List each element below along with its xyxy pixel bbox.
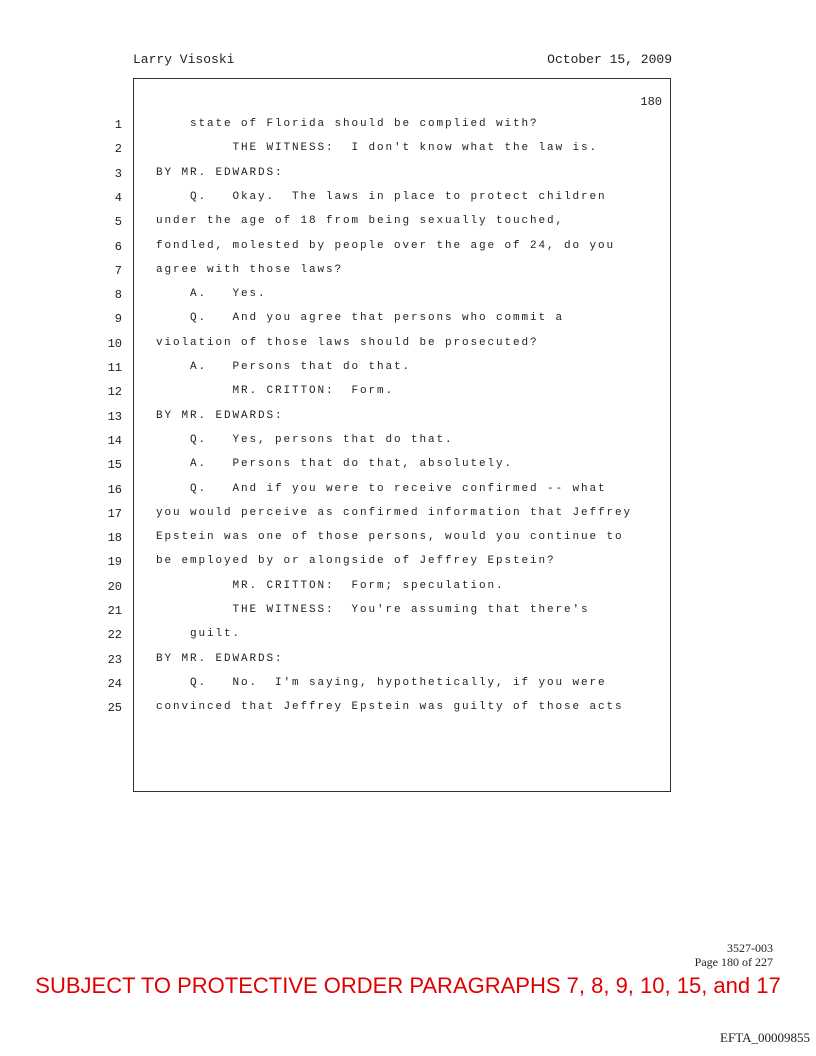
line-text: under the age of 18 from being sexually touched, (156, 215, 565, 228)
page-count: Page 180 of 227 (694, 955, 773, 969)
line-number: 21 (107, 604, 122, 618)
line-number: 7 (114, 263, 122, 278)
line-text: Q. And you agree that persons who commit a (190, 312, 565, 325)
transcript-line (107, 503, 672, 527)
line-text: agree with those laws? (156, 263, 344, 276)
transcript-line (107, 333, 672, 357)
transcript-line (107, 527, 672, 551)
transcript-line (107, 649, 672, 673)
transcript-line (107, 624, 672, 648)
transcript-line (114, 284, 672, 308)
transcript-line (107, 357, 672, 381)
case-number: 3527-003 (727, 941, 773, 955)
line-number: 5 (114, 215, 122, 230)
transcript-line (114, 308, 672, 332)
line-number: 23 (107, 652, 122, 667)
bates-number: EFTA_00009855 (720, 1030, 810, 1045)
transcript-line (107, 430, 672, 454)
line-number: 2 (114, 142, 122, 157)
line-number: 16 (107, 482, 122, 497)
transcript-line (107, 697, 672, 721)
line-number: 8 (114, 288, 122, 303)
transcript-line (107, 479, 672, 503)
line-number: 22 (107, 628, 122, 643)
line-number: 6 (114, 239, 122, 254)
line-text: guilt. (190, 628, 242, 641)
transcript-line (107, 600, 672, 624)
line-number: 20 (107, 579, 122, 594)
transcript-line (107, 576, 672, 600)
line-text: Q. No. I'm saying, hypothetically, if you were (190, 676, 607, 689)
witness-name: Larry Visoski (133, 52, 235, 67)
protective-order-notice: SUBJECT TO PROTECTIVE ORDER PARAGRAPHS 7, 8, 9, 10, 15, and 17 (35, 973, 781, 998)
line-text: violation of those laws should be prosecuted? (156, 336, 539, 349)
transcript-line (107, 673, 672, 697)
line-number: 14 (107, 433, 122, 448)
line-text: you would perceive as confirmed information that Jeffrey (156, 506, 633, 519)
transcript-line (114, 187, 672, 211)
line-text: A. Persons that do that, absolutely. (190, 458, 514, 471)
line-text: THE WITNESS: I don't know what the law is. (232, 142, 599, 155)
line-text: fondled, molested by people over the age of 24, do you (156, 239, 616, 252)
line-text: MR. CRITTON: Form; speculation. (232, 579, 505, 592)
transcript-line (107, 551, 672, 575)
line-number: 18 (107, 531, 122, 546)
transcript-line (114, 138, 672, 162)
line-number: 1 (114, 118, 122, 132)
transcript-line (114, 260, 672, 284)
line-number: 13 (107, 409, 122, 424)
line-number: 25 (107, 701, 122, 716)
line-text: BY MR. EDWARDS: (156, 166, 284, 179)
line-text: A. Yes. (190, 288, 267, 301)
line-number: 24 (107, 676, 122, 691)
line-text: BY MR. EDWARDS: (156, 652, 284, 665)
line-text: BY MR. EDWARDS: (156, 409, 284, 422)
line-number: 9 (114, 312, 122, 327)
line-text: A. Persons that do that. (190, 361, 412, 373)
line-text: MR. CRITTON: Form. (232, 385, 395, 398)
line-number: 3 (114, 166, 122, 181)
line-text: Q. Okay. The laws in place to protect children (190, 190, 607, 203)
transcript-line (114, 236, 672, 260)
transcript-page-number: 180 (640, 95, 662, 109)
transcript-line (114, 163, 672, 187)
transcript-page (107, 78, 671, 792)
line-number: 15 (107, 458, 122, 473)
transcript-line (107, 406, 672, 430)
line-text: Q. And if you were to receive confirmed -- what (190, 482, 607, 495)
transcript-line (114, 114, 672, 138)
line-text: convinced that Jeffrey Epstein was guilty of those acts (156, 701, 624, 714)
line-number: 12 (107, 385, 122, 400)
line-text: state of Florida should be complied with? (190, 118, 539, 130)
line-text: Epstein was one of those persons, would you continue to (156, 531, 624, 544)
transcript-line (107, 381, 672, 405)
deposition-date: October 15, 2009 (547, 52, 672, 67)
line-number: 19 (107, 555, 122, 570)
line-number: 17 (107, 506, 122, 521)
transcript-line (107, 454, 672, 478)
line-number: 11 (107, 361, 122, 375)
line-number: 4 (114, 190, 122, 205)
line-text: be employed by or alongside of Jeffrey Epstein? (156, 555, 556, 568)
transcript-line (114, 211, 672, 235)
line-text: Q. Yes, persons that do that. (190, 433, 454, 446)
line-text: THE WITNESS: You're assuming that there's (232, 604, 590, 616)
line-number: 10 (107, 336, 122, 351)
